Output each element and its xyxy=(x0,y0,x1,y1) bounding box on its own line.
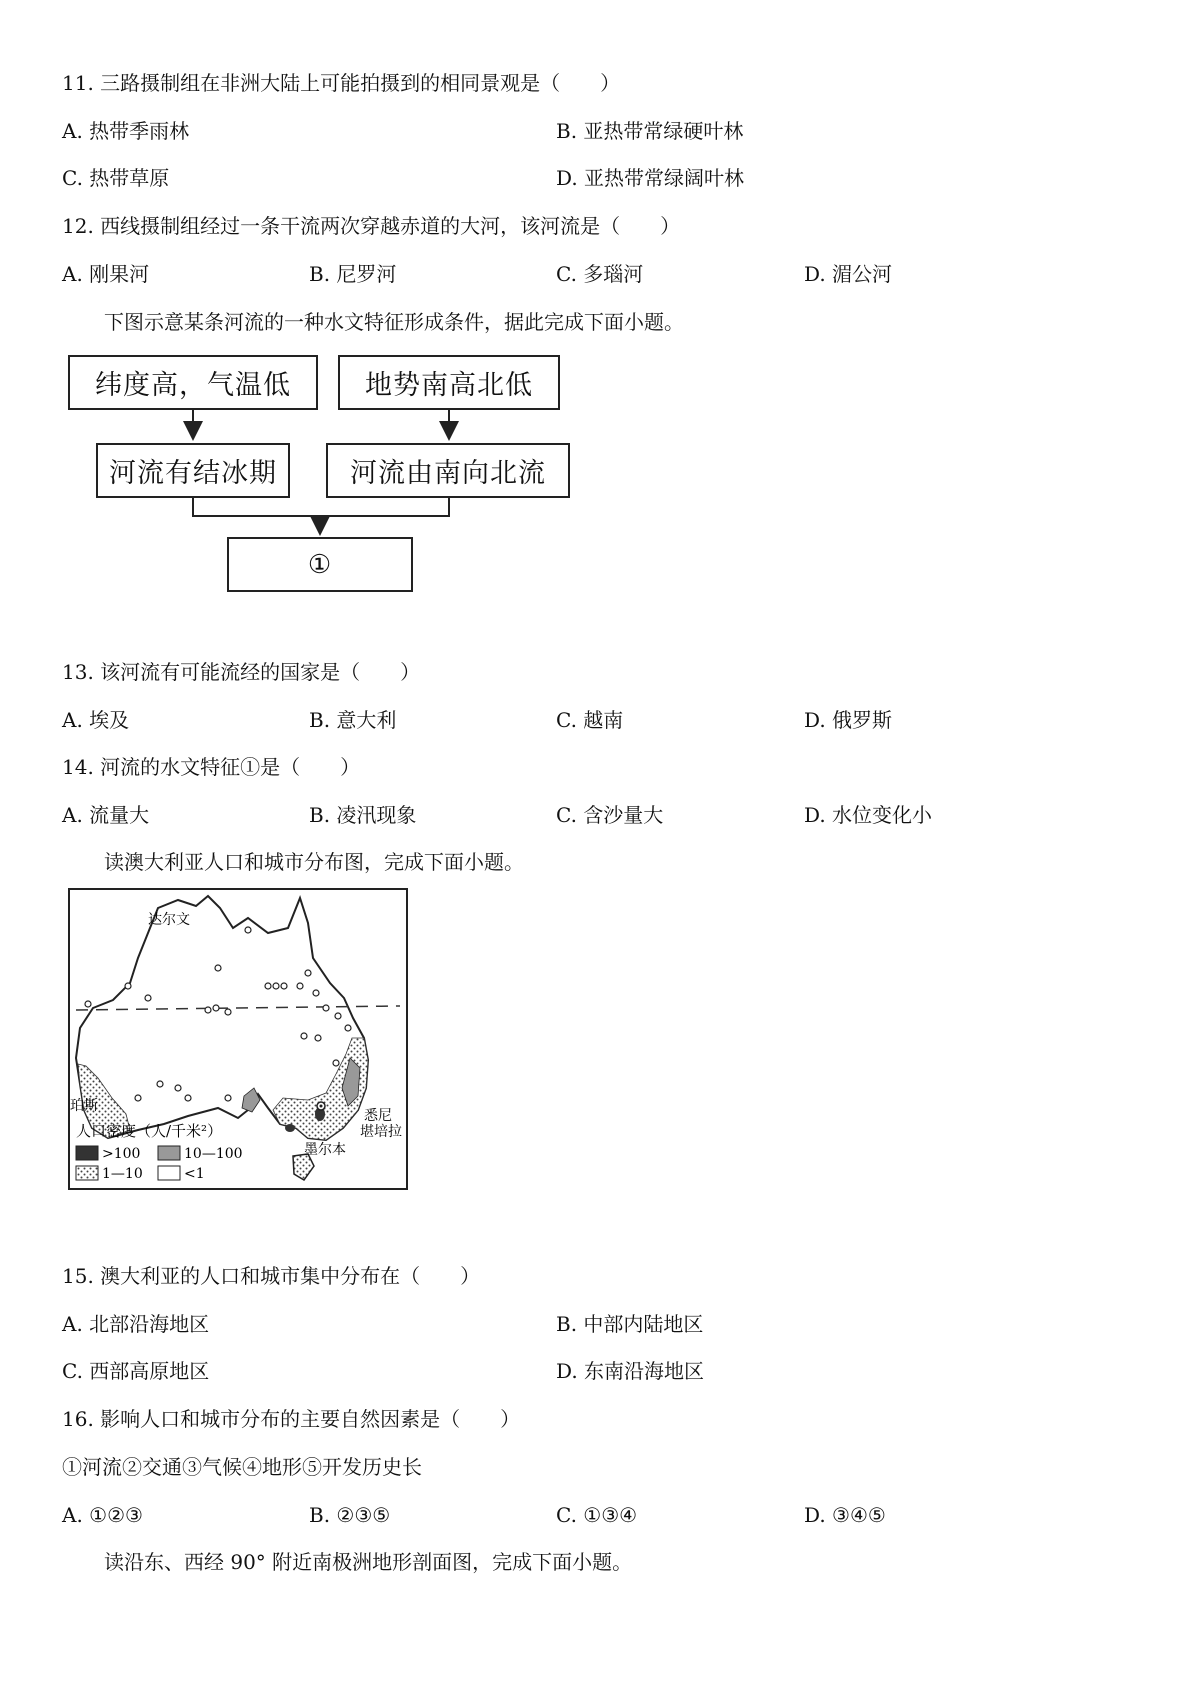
question-16-stem: 16. 影响人口和城市分布的主要自然因素是（ ） xyxy=(62,1407,521,1431)
q15-option-b: B. 中部内陆地区 xyxy=(556,1312,704,1336)
q15-option-c: C. 西部高原地区 xyxy=(62,1359,210,1383)
legend-swatch-1-10 xyxy=(76,1166,98,1180)
city-label-melbourne: 墨尔本 xyxy=(304,1142,346,1158)
flow-box-terrain: 地势南高北低 xyxy=(338,355,560,410)
legend-title: 人口密度（人/千米²） xyxy=(76,1122,223,1140)
legend-swatch-under-1 xyxy=(158,1166,180,1180)
q12-option-d: D. 湄公河 xyxy=(804,262,893,286)
q16-factor-list: ①河流②交通③气候④地形⑤开发历史长 xyxy=(62,1455,422,1479)
q13-option-a: A. 埃及 xyxy=(62,708,130,732)
legend-label-over-100: >100 xyxy=(102,1146,141,1162)
q14-option-d: D. 水位变化小 xyxy=(804,803,933,827)
question-11-stem: 11. 三路摄制组在非洲大陆上可能拍摄到的相同景观是（ ） xyxy=(62,71,621,95)
question-12-stem: 12. 西线摄制组经过一条干流两次穿越赤道的大河，该河流是（ ） xyxy=(62,214,681,238)
flow-box-result: ① xyxy=(227,537,413,592)
legend-label-10-100: 10—100 xyxy=(184,1146,243,1162)
city-label-canberra: 堪培拉 xyxy=(360,1124,402,1140)
q11-option-b: B. 亚热带常绿硬叶林 xyxy=(556,119,744,143)
q15-option-d: D. 东南沿海地区 xyxy=(556,1359,705,1383)
q16-option-c: C. ①③④ xyxy=(556,1503,638,1527)
city-label-sydney: 悉尼 xyxy=(364,1108,392,1124)
flow-box-freezing: 河流有结冰期 xyxy=(96,443,290,498)
profile-intro: 读沿东、西经 90° 附近南极洲地形剖面图，完成下面小题。 xyxy=(104,1550,633,1574)
q11-option-c: C. 热带草原 xyxy=(62,166,170,190)
legend-swatch-over-100 xyxy=(76,1146,98,1160)
flow-box-latitude: 纬度高，气温低 xyxy=(68,355,318,410)
flow-box-flow-direction: 河流由南向北流 xyxy=(326,443,570,498)
density-over-100-melbourne xyxy=(285,1124,295,1132)
q12-option-c: C. 多瑙河 xyxy=(556,262,644,286)
flowchart-intro: 下图示意某条河流的一种水文特征形成条件，据此完成下面小题。 xyxy=(104,310,684,334)
australia-population-map xyxy=(68,888,408,1190)
q13-option-c: C. 越南 xyxy=(556,708,624,732)
q13-option-b: B. 意大利 xyxy=(309,708,397,732)
q16-option-d: D. ③④⑤ xyxy=(804,1503,886,1527)
question-15-stem: 15. 澳大利亚的人口和城市集中分布在（ ） xyxy=(62,1264,481,1288)
legend-label-1-10: 1—10 xyxy=(102,1166,143,1182)
q14-option-a: A. 流量大 xyxy=(62,803,150,827)
flowchart-connectors xyxy=(0,0,1200,600)
city-label-darwin: 达尔文 xyxy=(148,912,190,928)
q16-option-a: A. ①②③ xyxy=(62,1503,143,1527)
q14-option-b: B. 凌汛现象 xyxy=(309,803,417,827)
map-intro: 读澳大利亚人口和城市分布图，完成下面小题。 xyxy=(104,850,524,874)
city-label-perth: 珀斯 xyxy=(70,1098,98,1114)
legend-swatch-10-100 xyxy=(158,1146,180,1160)
q11-option-a: A. 热带季雨林 xyxy=(62,119,190,143)
q16-option-b: B. ②③⑤ xyxy=(309,1503,391,1527)
question-13-stem: 13. 该河流有可能流经的国家是（ ） xyxy=(62,660,421,684)
q15-option-a: A. 北部沿海地区 xyxy=(62,1312,210,1336)
legend-label-under-1: <1 xyxy=(184,1166,205,1182)
q13-option-d: D. 俄罗斯 xyxy=(804,708,893,732)
q12-option-b: B. 尼罗河 xyxy=(309,262,397,286)
q12-option-a: A. 刚果河 xyxy=(62,262,150,286)
question-14-stem: 14. 河流的水文特征①是（ ） xyxy=(62,755,361,779)
q14-option-c: C. 含沙量大 xyxy=(556,803,664,827)
q11-option-d: D. 亚热带常绿阔叶林 xyxy=(556,166,745,190)
